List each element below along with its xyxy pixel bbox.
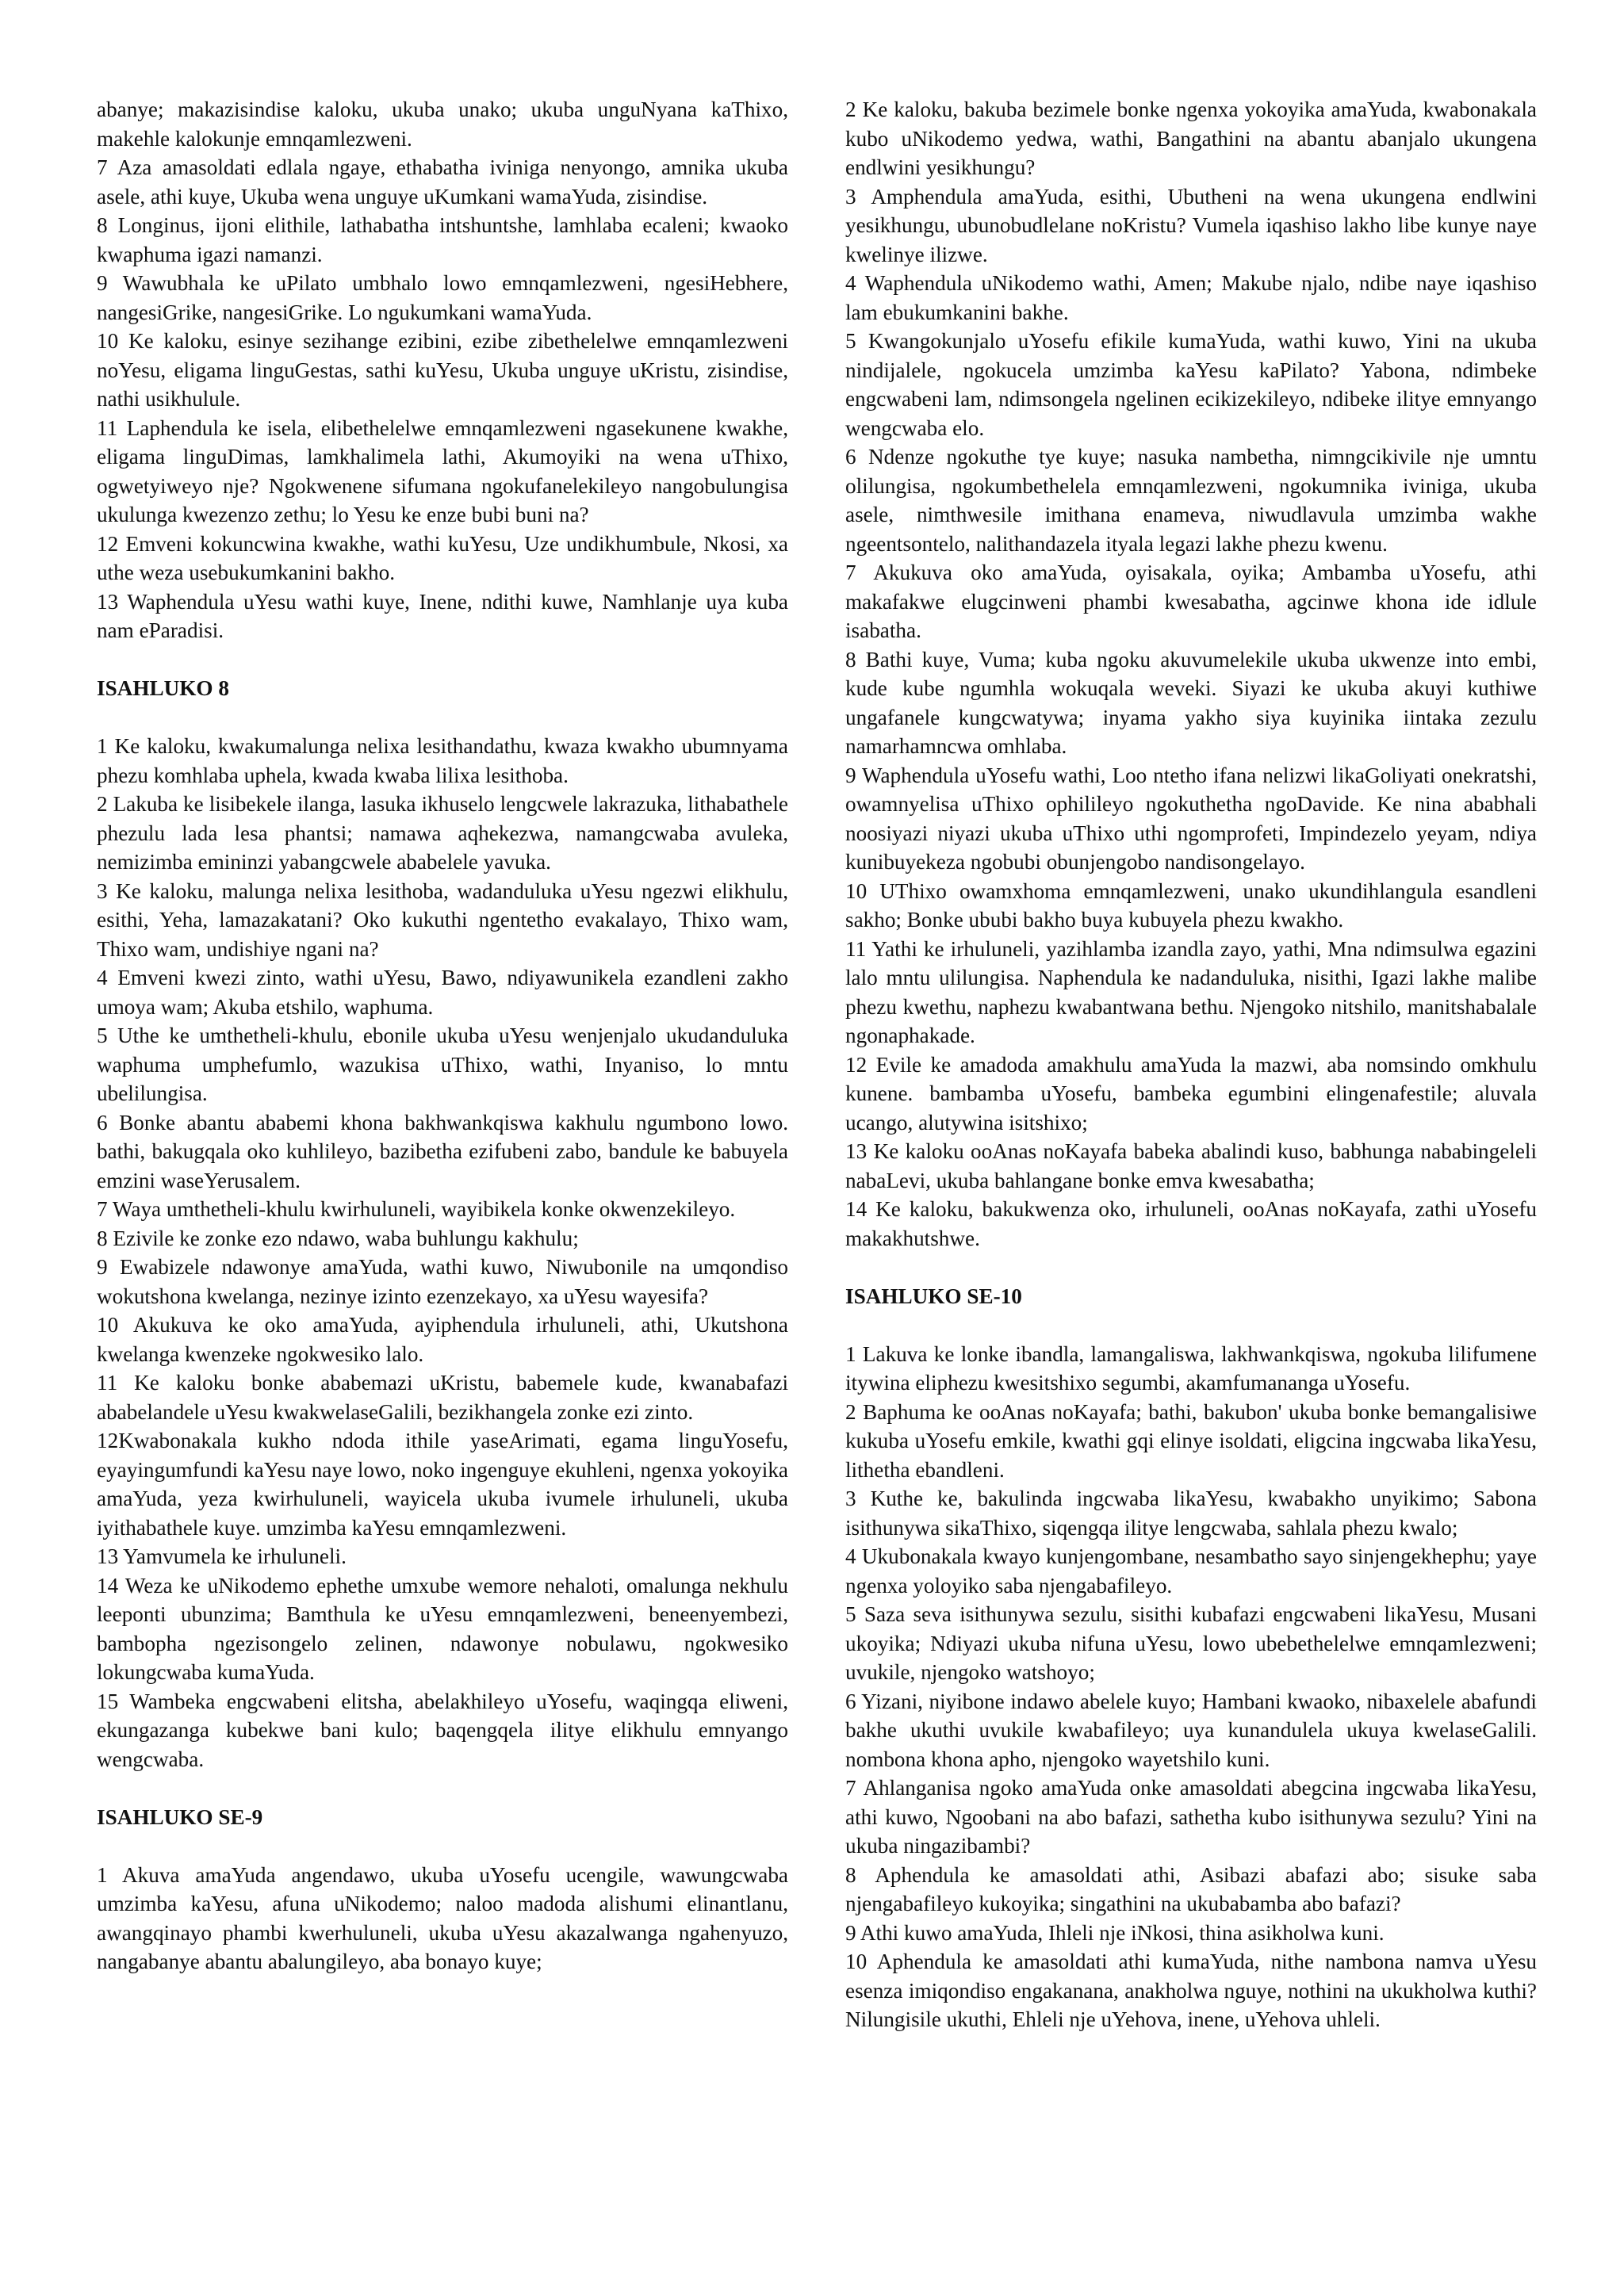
verse-paragraph: 7 Ahlanganisa ngoko amaYuda onke amasoldati abegcina ingcwaba likaYesu, athi kuwo, Ngoobani na abo bafazi, sathetha kubo isithunywa sezulu? Yini na ukuba ningazibambi? xyxy=(845,1776,1537,1858)
verse-paragraph: 7 Aza amasoldati edlala ngaye, ethabatha iviniga nenyongo, amnika ukuba asele, athi kuye, Ukuba wena unguye uKumkani wamaYuda, zisindise. xyxy=(97,155,788,209)
verse-paragraph: 1 Lakuva ke lonke ibandla, lamangaliswa, lakhwankqiswa, ngokuba lilifumene itywina eliphezu kwesitshixo segumbi, akamfumananga uYosefu. xyxy=(845,1341,1537,1395)
verse-paragraph: 11 Laphendula ke isela, elibethelelwe emnqamlezweni ngasekunene kwakhe, eligama linguDimas, lamkhalimela lathi, Akumoyiki na wena uThixo, ogwetyiweyo nje? Ngokwenene sifumana ngokufanelekileyo nangobulungisa ukulunga kwezenzo zethu; lo Yesu ke enze bubi buni na? xyxy=(97,415,788,526)
verse-paragraph: 8 Aphendula ke amasoldati athi, Asibazi abafazi abo; sisuke saba njengabafileyo kukoyika; singathini na ukubabamba abo bafazi? xyxy=(845,1862,1537,1915)
verse-paragraph: 10 Aphendula ke amasoldati athi kumaYuda, nithe nambona namva uYesu esenza imiqondiso engakanana, anakholwa nguye, nothini na ukukholwa kuthi? Nilungisile ukuthi, Ehleli nje uYehova, inene, uYehova uhleli. xyxy=(845,1950,1537,2031)
verse-paragraph: 5 Kwangokunjalo uYosefu efikile kumaYuda, wathi kuwo, Yini na ukuba nindijalele, ngokucela umzimba kaYesu kaPilato? Yabona, ndimbeke engcwabeni lam, ndimsongela ngelinen ecikizekileyo, ndibeke ilitye emnyango wengcwaba elo. xyxy=(845,329,1537,440)
verse-paragraph: 4 Ukubonakala kwayo kunjengombane, nesambatho sayo sinjengekhephu; yaye ngenxa yoloyiko saba njengabafileyo. xyxy=(845,1544,1537,1598)
verse-paragraph: abanye; makazisindise kaloku, ukuba unako; ukuba unguNyana kaThixo, makehle kalokunje emnqamlezweni. xyxy=(97,98,788,151)
verse-paragraph: 12 Emveni kokuncwina kwakhe, wathi kuYesu, Uze undikhumbule, Nkosi, xa uthe weza usebukumkanini bakho. xyxy=(97,531,788,584)
verse-paragraph: 3 Amphendula amaYuda, esithi, Ubutheni na wena ukungena endlwini yesikhungu, ubunobudlelane noKristu? Vumela iqashiso lakho libe kunye naye kwelinye ilizwe. xyxy=(845,184,1537,266)
verse-paragraph: 8 Longinus, ijoni elithile, lathabatha intshuntshe, lamhlaba ecaleni; kwaoko kwaphuma igazi namanzi. xyxy=(97,213,788,266)
verse-paragraph: 3 Kuthe ke, bakulinda ingcwaba likaYesu, kwabakho unyikimo; Sabona isithunywa sikaThixo, siqengqa ilitye lengcwaba, sahlala phezu kwalo; xyxy=(845,1487,1537,1540)
verse-paragraph: 8 Ezivile ke zonke ezo ndawo, waba buhlungu kakhulu; xyxy=(97,1226,579,1250)
verse-paragraph: 13 Yamvumela ke irhuluneli. xyxy=(97,1544,347,1568)
verse-paragraph: 6 Ndenze ngokuthe tye kuye; nasuka nambetha, nimngcikivile nje umntu olilungisa, ngokumbethelela emnqamlezweni, ngokumnika iviniga, ukuba asele, nimthwesile imithana enameva, niwudlavula umzimba wakhe ngeentsontelo, nalithandazela ityala legazi lakhe phezu kwenu. xyxy=(845,445,1537,556)
verse-paragraph: 4 Waphendula uNikodemo wathi, Amen; Makube njalo, ndibe naye iqashiso lam ebukumkanini bakhe. xyxy=(845,271,1537,324)
verse-paragraph: 6 Yizani, niyibone indawo abelele kuyo; Hambani kwaoko, nibaxelele abafundi bakhe ukuthi uvukile kwabafileyo; uya kunandulela ukuya kwelaseGalili. nombona khona apho, njengoko wayetshilo kuni. xyxy=(845,1689,1537,1771)
chapter-heading: ISAHLUKO 8 xyxy=(97,676,229,700)
verse-paragraph: 5 Uthe ke umthetheli-khulu, ebonile ukuba uYesu wenjenjalo ukudanduluka waphuma umphefumlo, wazukisa uThixo, wathi, Inyaniso, lo mntu ubelilungisa. xyxy=(97,1024,788,1105)
verse-paragraph: 12 Evile ke amadoda amakhulu amaYuda la mazwi, aba nomsindo omkhulu kunene. bambamba uYosefu, bambeka egumbini elingenafestile; aluvala ucango, alutywina isitshixo; xyxy=(845,1052,1537,1135)
verse-paragraph: 14 Ke kaloku, bakukwenza oko, irhuluneli, ooAnas noKayafa, zathi uYosefu makakhutshwe. xyxy=(845,1197,1537,1250)
verse-paragraph: 2 Ke kaloku, bakuba bezimele bonke ngenxa yokoyika amaYuda, kwabonakala kubo uNikodemo yedwa, wathi, Bangathini na abantu abanjalo ukungena endlwini yesikhungu? xyxy=(845,98,1537,179)
verse-paragraph: 4 Emveni kwezi zinto, wathi uYesu, Bawo, ndiyawunikela ezandleni zakho umoya wam; Akuba etshilo, waphuma. xyxy=(97,966,788,1019)
verse-paragraph: 1 Ke kaloku, kwakumalunga nelixa lesithandathu, kwaza kwakho ubumnyama phezu komhlaba uphela, kwada kwaba lilixa lesithoba. xyxy=(97,734,788,787)
verse-paragraph: 2 Lakuba ke lisibekele ilanga, lasuka ikhuselo lengcwele lakrazuka, lithabathele phezulu lada lesa phantsi; namawa aqhekezwa, namangcwaba avuleka, nemizimba emininzi yabangcwele ababelele yavuka. xyxy=(97,792,788,874)
verse-paragraph: 5 Saza seva isithunywa sezulu, sisithi kubafazi engcwabeni likaYesu, Musani ukoyika; Ndiyazi ukuba nifuna uYesu, lowo ubebethelelwe emnqamlezweni; uvukile, njengoko watshoyo; xyxy=(845,1602,1537,1684)
verse-paragraph: 9 Waphendula uYosefu wathi, Loo ntetho ifana nelizwi likaGoliyati onekratshi, owamnyelisa uThixo ophilileyo ngokuthetha ngoDavide. Ke nina ababhali noosiyazi niyazi ukuba uThixo uthi ngomprofeti, Impindezelo yeyam, ndiya kunibuyekeza ngobubi obunjengobo nandisongelayo. xyxy=(845,763,1537,874)
verse-paragraph: 15 Wambeka engcwabeni elitsha, abelakhileyo uYosefu, waqingqa eliweni, ekungazanga kubekwe bani kulo; baqengqela ilitye elikhulu emnyango wengcwaba. xyxy=(97,1689,788,1771)
verse-paragraph: 8 Bathi kuye, Vuma; kuba ngoku akuvumelekile ukuba ukwenze into embi, kude kube ngumhla wokuqala weveki. Siyazi ke ukuba akuyi kuthiwe ungafanele kungcwatywa; inyama yakho siya kuyinika iintaka zezulu namarhamncwa omhlaba. xyxy=(845,647,1537,758)
verse-paragraph: 10 Akukuva ke oko amaYuda, ayiphendula irhuluneli, athi, Ukutshona kwelanga kwenzeke ngokwesiko lalo. xyxy=(97,1313,788,1366)
verse-paragraph: 3 Ke kaloku, malunga nelixa lesithoba, wadanduluka uYesu ngezwi elikhulu, esithi, Yeha, lamazakatani? Oko kukuthi ngentetho evakalayo, Thixo wam, Thixo wam, undishiye ngani na? xyxy=(97,878,788,961)
verse-paragraph: 2 Baphuma ke ooAnas noKayafa; bathi, bakubon' ukuba bonke bemangalisiwe kukuba uYosefu emkile, kwathi gqi elinye isoldati, eligcina ingcwaba likaYesu, lithetha ebandleni. xyxy=(845,1399,1537,1482)
left-column xyxy=(97,95,788,1976)
verse-paragraph: 1 Akuva amaYuda angendawo, ukuba uYosefu ucengile, wawungcwaba umzimba kaYesu, afuna uNikodemo; naloo madoda alishumi elinantlanu, awangqinayo phambi kwerhuluneli, ukuba uYesu akazalwanga ngahenyuzo, nangabanye abantu abalungileyo, aba bonayo kuye; xyxy=(97,1862,788,1973)
chapter-heading: ISAHLUKO SE-9 xyxy=(97,1804,263,1829)
verse-paragraph: 13 Waphendula uYesu wathi kuye, Inene, ndithi kuwe, Namhlanje uya kuba nam eParadisi. xyxy=(97,589,788,642)
right-column xyxy=(845,95,1537,2034)
verse-paragraph: 11 Ke kaloku bonke ababemazi uKristu, babemele kude, kwanabafazi ababelandele uYesu kwakwelaseGalili, bezikhangela zonke ezi zinto. xyxy=(97,1371,788,1424)
verse-paragraph: 9 Athi kuwo amaYuda, Ihleli nje iNkosi, thina asikholwa kuni. xyxy=(845,1920,1385,1945)
verse-paragraph: 11 Yathi ke irhuluneli, yazihlamba izandla zayo, yathi, Mna ndimsulwa egazini lalo mntu ulilungisa. Naphendula ke nadanduluka, nisithi, Igazi lakhe malibe phezu kwethu, naphezu kwabantwana bethu. Njengoko nitshilo, manitshabalale ngonaphakade. xyxy=(845,936,1537,1047)
verse-paragraph: 10 Ke kaloku, esinye sezihange ezibini, ezibe zibethelelwe emnqamlezweni noYesu, eligama linguGestas, sathi kuYesu, Ukuba unguye uKristu, zisindise, nathi usikhulule. xyxy=(97,329,788,411)
verse-paragraph: 9 Wawubhala ke uPilato umbhalo lowo emnqamlezweni, ngesiHebhere, nangesiGrike, nangesiGrike. Lo ngukumkani wamaYuda. xyxy=(97,271,788,324)
verse-paragraph: 10 UThixo owamxhoma emnqamlezweni, unako ukundihlangula esandleni sakho; Bonke ububi bakho buya kubuyela phezu kwakho. xyxy=(845,878,1537,932)
verse-paragraph: 14 Weza ke uNikodemo ephethe umxube wemore nehaloti, omalunga nekhulu leeponti ubunzima; Bamthula ke uYesu emnqamlezweni, beneenyembezi, bambopha ngezisongelo zelinen, ndawonye nobulawu, ngokwesiko lokungcwaba kumaYuda. xyxy=(97,1573,788,1684)
verse-paragraph: 13 Ke kaloku ooAnas noKayafa babeka abalindi kuso, babhunga nababingeleli nabaLevi, ukuba bahlangane bonke emva kwesabatha; xyxy=(845,1139,1537,1192)
verse-paragraph: 7 Akukuva oko amaYuda, oyisakala, oyika; Ambamba uYosefu, athi makafakwe elugcinweni phambi kwesabatha, agcinwe khona ide idlule isabatha. xyxy=(845,561,1537,642)
chapter-heading: ISAHLUKO SE-10 xyxy=(845,1284,1022,1308)
verse-paragraph: 9 Ewabizele ndawonye amaYuda, wathi kuwo, Niwubonile na umqondiso wokutshona kwelanga, nezinye izinto ezenzekayo, xa uYesu wayesifa? xyxy=(97,1255,788,1308)
verse-paragraph: 12Kwabonakala kukho ndoda ithile yaseArimati, egama linguYosefu, eyayingumfundi kaYesu naye lowo, noko ingenguye ekuhleni, ngenxa yokoyika amaYuda, yeza kwirhuluneli, wayicela ukuba ivumele irhuluneli, ukuba iyithabathele kuye. umzimba kaYesu emnqamlezweni. xyxy=(97,1429,788,1540)
verse-paragraph: 6 Bonke abantu ababemi khona bakhwankqiswa kakhulu ngumbono lowo. bathi, bakugqala oko kuhlileyo, bazibetha ezifubeni zabo, bandule ke babuyela emzini waseYerusalem. xyxy=(97,1110,788,1192)
verse-paragraph: 7 Waya umthetheli-khulu kwirhuluneli, wayibikela konke okwenzekileyo. xyxy=(97,1197,736,1221)
